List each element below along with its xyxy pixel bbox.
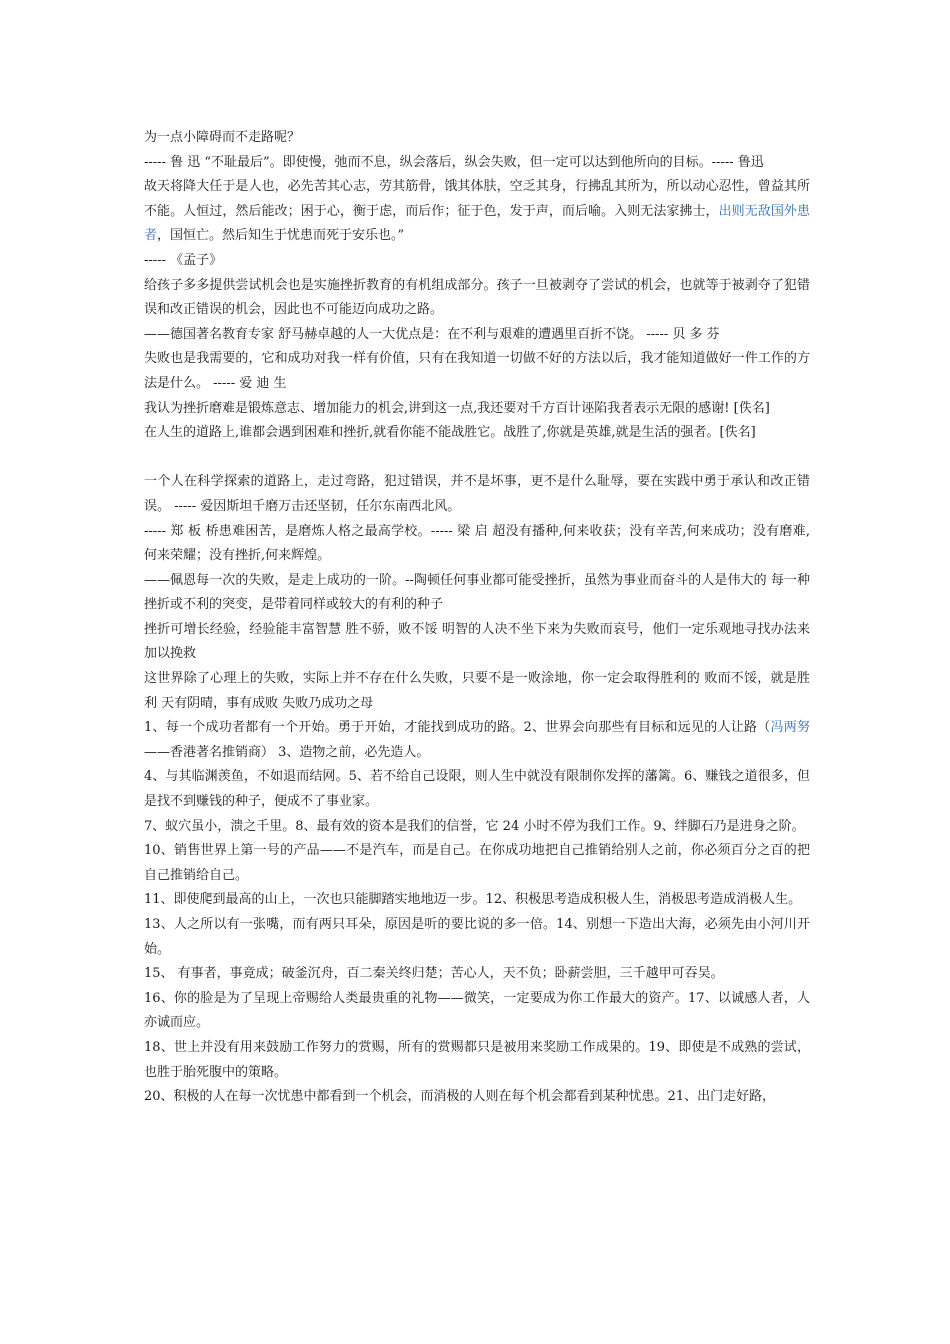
hyperlink[interactable]: 出则无敌国外患者	[144, 203, 810, 244]
paragraph-text: 16、你的脸是为了呈现上帝赐给人类最贵重的礼物——微笑，一定要成为你工作最大的资产。17、以诚感人者，人亦诚而应。	[144, 990, 810, 1031]
quote-paragraph	[144, 421, 810, 446]
paragraph-text: 我认为挫折磨难是锻炼意志、增加能力的机会,讲到这一点,我还要对千方百计诬陷我者表示无限的感谢! [佚名]	[144, 400, 770, 416]
paragraph-text: 给孩子多多提供尝试机会也是实施挫折教育的有机组成部分。孩子一旦被剥夺了尝试的机会，也就等于被剥夺了犯错误和改正错误的机会，因此也不可能迈向成功之路。	[144, 277, 810, 318]
paragraph-text: 挫折可增长经验，经验能丰富智慧 胜不骄，败不馁 明智的人决不坐下来为失败而哀号，他们一定乐观地寻找办法来加以挽救	[144, 621, 810, 662]
paragraph-text: 失败也是我需要的，它和成功对我一样有价值，只有在我知道一切做不好的方法以后，我才能知道做好一件工作的方法是什么。 ----- 爱 迪 生	[144, 351, 810, 391]
quote-paragraph	[144, 175, 810, 249]
quote-paragraph	[144, 347, 810, 396]
paragraph-text: 为一点小障碍而不走路呢？	[144, 130, 301, 145]
hyperlink[interactable]: 冯两努	[770, 720, 810, 736]
paragraph-text: 故天将降大任于是人也，必先苦其心志，劳其筋骨，饿其体肤，空乏其身，行拂乱其所为，所以动心忍性，曾益其所不能。人恒过，然后能改；困于心，衡于虑，而后作；征于色，发于声，而后喻。入则无法家拂士，	[144, 179, 810, 219]
quote-paragraph	[144, 1085, 810, 1110]
quote-paragraph	[144, 397, 810, 422]
quote-paragraph	[144, 962, 810, 987]
paragraph-text: 7、蚁穴虽小，溃之千里。8、最有效的资本是我们的信誉，它 24 小时不停为我们工作。9、绊脚石乃是进身之阶。	[144, 818, 805, 834]
paragraph-text: 一个人在科学探索的道路上，走过弯路，犯过错误，并不是坏事，更不是什么耻辱，要在实践中勇于承认和改正错误。 ----- 爱因斯坦千磨万击还坚韧，任尔东南西北风。	[144, 474, 810, 514]
paragraph-text: ----- 鲁 迅 “不耻最后”。即使慢，弛而不息，纵会落后，纵会失败，但一定可以达到他所向的目标。----- 鲁迅	[144, 154, 764, 170]
quote-paragraph	[144, 126, 810, 151]
quote-paragraph	[144, 839, 810, 888]
paragraph-text: 11、即使爬到最高的山上，一次也只能脚踏实地地迈一步。12、积极思考造成积极人生，消极思考造成消极人生。	[144, 892, 802, 908]
paragraph-text: ，国恒亡。然后知生于忧患而死于安乐也。”	[157, 228, 405, 244]
quote-paragraph	[144, 151, 810, 176]
quote-paragraph	[144, 470, 810, 519]
paragraph-text: 4、与其临渊羡鱼，不如退而结网。5、若不给自己设限，则人生中就没有限制你发挥的藩篱。6、赚钱之道很多，但是找不到赚钱的种子，便成不了事业家。	[144, 769, 810, 810]
paragraph-text: ----- 《孟子》	[144, 252, 223, 268]
paragraph-text: 1、每一个成功者都有一个开始。勇于开始，才能找到成功的路。2、世界会向那些有目标和远见的人让路（	[144, 720, 771, 736]
quote-paragraph	[144, 569, 810, 618]
paragraph-text: 15、 有事者，事竟成；破釜沉舟，百二秦关终归楚；苦心人，天不负；卧薪尝胆，三千越甲可吞吴。	[144, 966, 724, 982]
quote-paragraph	[144, 765, 810, 814]
quote-paragraph	[144, 1036, 810, 1085]
paragraph-text: ——香港著名推销商） 3、造物之前，必先造人。	[144, 744, 430, 760]
quote-paragraph	[144, 888, 810, 913]
quote-paragraph	[144, 667, 810, 716]
paragraph-text: 在人生的道路上,谁都会遇到困难和挫折,就看你能不能战胜它。战胜了,你就是英雄,就是生活的强者。[佚名]	[144, 425, 756, 441]
quote-paragraph	[144, 716, 810, 765]
paragraph-text: 10、销售世界上第一号的产品——不是汽车，而是自己。在你成功地把自己推销给别人之前，你必须百分之百的把自己推销给自己。	[144, 843, 810, 883]
paragraph-text: 这世界除了心理上的失败，实际上并不存在什么失败，只要不是一败涂地，你一定会取得胜利的 败而不馁，就是胜利 天有阴晴，事有成败 失败乃成功之母	[144, 671, 810, 711]
paragraph-text: 20、积极的人在每一次忧患中都看到一个机会，而消极的人则在每个机会都看到某种忧患。21、出门走好路，	[144, 1089, 776, 1105]
quote-paragraph	[144, 274, 810, 323]
paragraph-text: ——德国著名教育专家 舒马赫卓越的人一大优点是：在不利与艰难的遭遇里百折不饶。 ----- 贝 多 芬	[144, 326, 720, 342]
paragraph-text: ----- 郑 板 桥患难困苦，是磨炼人格之最高学校。----- 梁 启 超没有播种,何来收获；没有辛苦,何来成功；没有磨难,何来荣耀；没有挫折,何来辉煌。	[144, 523, 810, 564]
paragraph-text: 18、世上并没有用来鼓励工作努力的赏赐，所有的赏赐都只是被用来奖励工作成果的。19、即使是不成熟的尝试，也胜于胎死腹中的策略。	[144, 1039, 810, 1080]
quote-paragraph	[144, 249, 810, 274]
paragraph-text: 13、人之所以有一张嘴，而有两只耳朵，原因是听的要比说的多一倍。14、别想一下造出大海，必须先由小河川开始。	[144, 917, 810, 957]
quote-paragraph	[144, 815, 810, 840]
quote-paragraph	[144, 520, 810, 569]
quote-paragraph	[144, 323, 810, 348]
document-body	[144, 126, 810, 1110]
quote-paragraph	[144, 913, 810, 962]
quote-paragraph	[144, 618, 810, 667]
paragraph-text: ——佩恩每一次的失败，是走上成功的一阶。--陶顿任何事业都可能受挫折，虽然为事业而奋斗的人是伟大的 每一种挫折或不利的突变，是带着同样或较大的有利的种子	[144, 572, 810, 613]
quote-paragraph	[144, 987, 810, 1036]
